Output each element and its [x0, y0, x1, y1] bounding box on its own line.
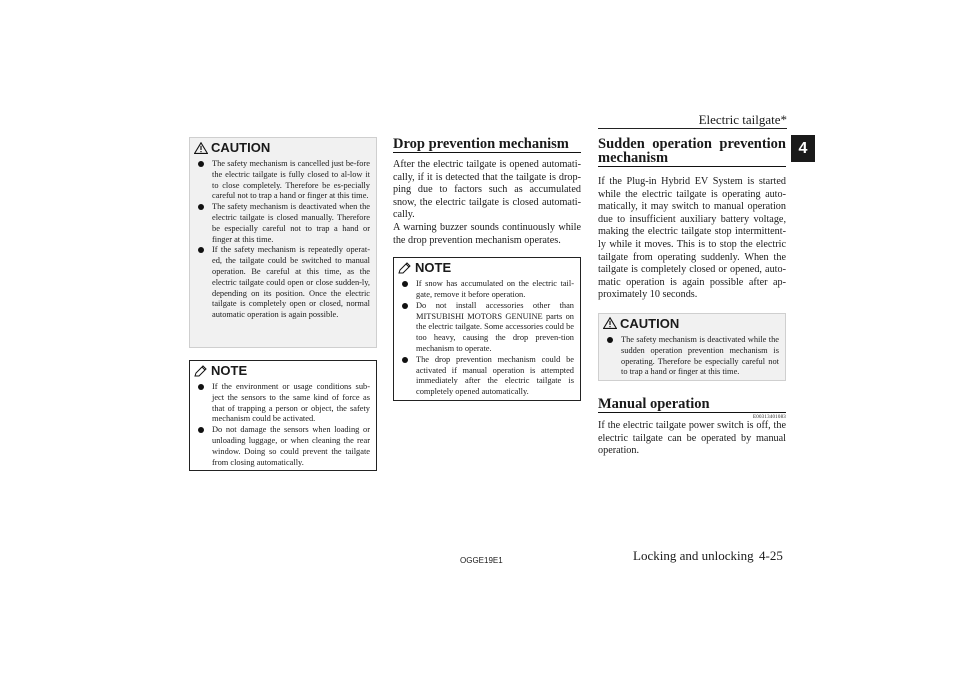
- bullet-icon: [198, 247, 204, 253]
- pencil-icon: [194, 365, 208, 377]
- section-heading: Manual operation: [598, 397, 786, 413]
- section-heading-line: Sudden operation prevention: [598, 136, 786, 152]
- list-item: The safety mechanism is deactivated while the sudden operation prevention mechanism is operating. Therefore be especially careful not to trap a hand or finger at this time.: [605, 335, 779, 378]
- caution-list: [599, 333, 785, 384]
- footer-section-title: Locking and unlocking: [633, 548, 754, 563]
- column-3: [598, 137, 786, 458]
- note-box: [189, 360, 377, 471]
- note-title: NOTE: [211, 363, 248, 378]
- bullet-icon: [402, 303, 408, 309]
- list-item: If the safety mechanism is repeatedly operat-ed, the tailgate could be switched to manual operation. Be careful at this time, as the electric tailgate could open or close sudden-ly, depending on its position. Once the electric tailgate is completely open or closed, normal automatic operation is again possible.: [196, 245, 370, 321]
- caution-list: [190, 157, 376, 327]
- note-title: NOTE: [415, 260, 452, 276]
- list-item: The safety mechanism is cancelled just be-fore the electric tailgate is fully closed to al-low it to close completely. Therefore be es-pecially careful not to trap a hand or finger at this time.: [196, 159, 370, 202]
- bullet-icon: [402, 281, 408, 287]
- running-title: Electric tailgate*: [698, 112, 787, 127]
- list-item: Do not damage the sensors when loading or unloading luggage, or when cleaning the rear window. Doing so could prevent the tailgate from closing automatically.: [196, 425, 370, 468]
- list-item: Do not install accessories other than MITSUBISHI MOTORS GENUINE parts on the electric tailgate. Some accessories could be too heavy, causing the drop preven-tion mechanism to operate.: [400, 301, 574, 355]
- reference-code: E00313401083: [753, 414, 786, 420]
- list-item: If the environment or usage conditions sub-ject the sensors to the same kind of force as that of trapping a person or object, the safety mechanism could be activated.: [196, 382, 370, 425]
- column-2: [393, 137, 581, 401]
- bullet-icon: [607, 337, 613, 343]
- section-heading: [598, 137, 786, 167]
- caution-header: [599, 314, 785, 333]
- pencil-icon: [398, 262, 412, 274]
- list-item: The drop prevention mechanism could be activated if manual operation is attempted immediately after the electric tailgate is completely opened automatically.: [400, 355, 574, 398]
- note-header: [190, 361, 376, 380]
- bullet-icon: [198, 384, 204, 390]
- list-item: If snow has accumulated on the electric tail-gate, remove it before operation.: [400, 279, 574, 301]
- note-list: [394, 277, 580, 404]
- warning-triangle-icon: [603, 317, 617, 329]
- bullet-icon: [198, 161, 204, 167]
- paragraph: If the Plug-in Hybrid EV System is started while the electric tailgate is operating auto-matically, it may switch to manual operation due to insufficient auxiliary battery voltage, making the electric tailgate stop intermittent-ly while it moves. This is to stop the electric tailgate from operating suddenly. When the tailgate is completely closed or opened, auto-matic operation is again possible after ap-proximately 10 seconds.: [598, 176, 786, 301]
- caution-box: [598, 313, 786, 381]
- caution-box: [189, 137, 377, 348]
- list-item: The safety mechanism is deactivated when the electric tailgate is closed manually. Therefore be especially careful not to trap a hand or finger at this time.: [196, 202, 370, 245]
- bullet-icon: [198, 427, 204, 433]
- note-list: [190, 380, 376, 474]
- bullet-icon: [198, 204, 204, 210]
- paragraph: After the electric tailgate is opened automati-cally, if it is detected that the tailgate is drop-ping due to factors such as accumulated snow, the electric tailgate is closed automati-cally.: [393, 159, 581, 221]
- page-number: 4-25: [759, 548, 783, 563]
- bullet-icon: [402, 357, 408, 363]
- chapter-tab: 4: [791, 135, 815, 162]
- column-1: [189, 137, 377, 471]
- paragraph: If the electric tailgate power switch is off, the electric tailgate can be operated by manual operation.: [598, 419, 786, 457]
- section-heading-line: mechanism: [598, 150, 669, 166]
- caution-title: CAUTION: [620, 315, 680, 331]
- header-rule: [598, 128, 787, 129]
- caution-header: [190, 138, 376, 157]
- warning-triangle-icon: [194, 142, 208, 154]
- section-heading: Drop prevention mechanism: [393, 137, 581, 153]
- note-box: [393, 257, 581, 401]
- caution-title: CAUTION: [211, 140, 271, 155]
- paragraph: A warning buzzer sounds continuously while the drop prevention mechanism operates.: [393, 221, 581, 246]
- note-header: [394, 258, 580, 277]
- footer-code: OGGE19E1: [460, 556, 503, 565]
